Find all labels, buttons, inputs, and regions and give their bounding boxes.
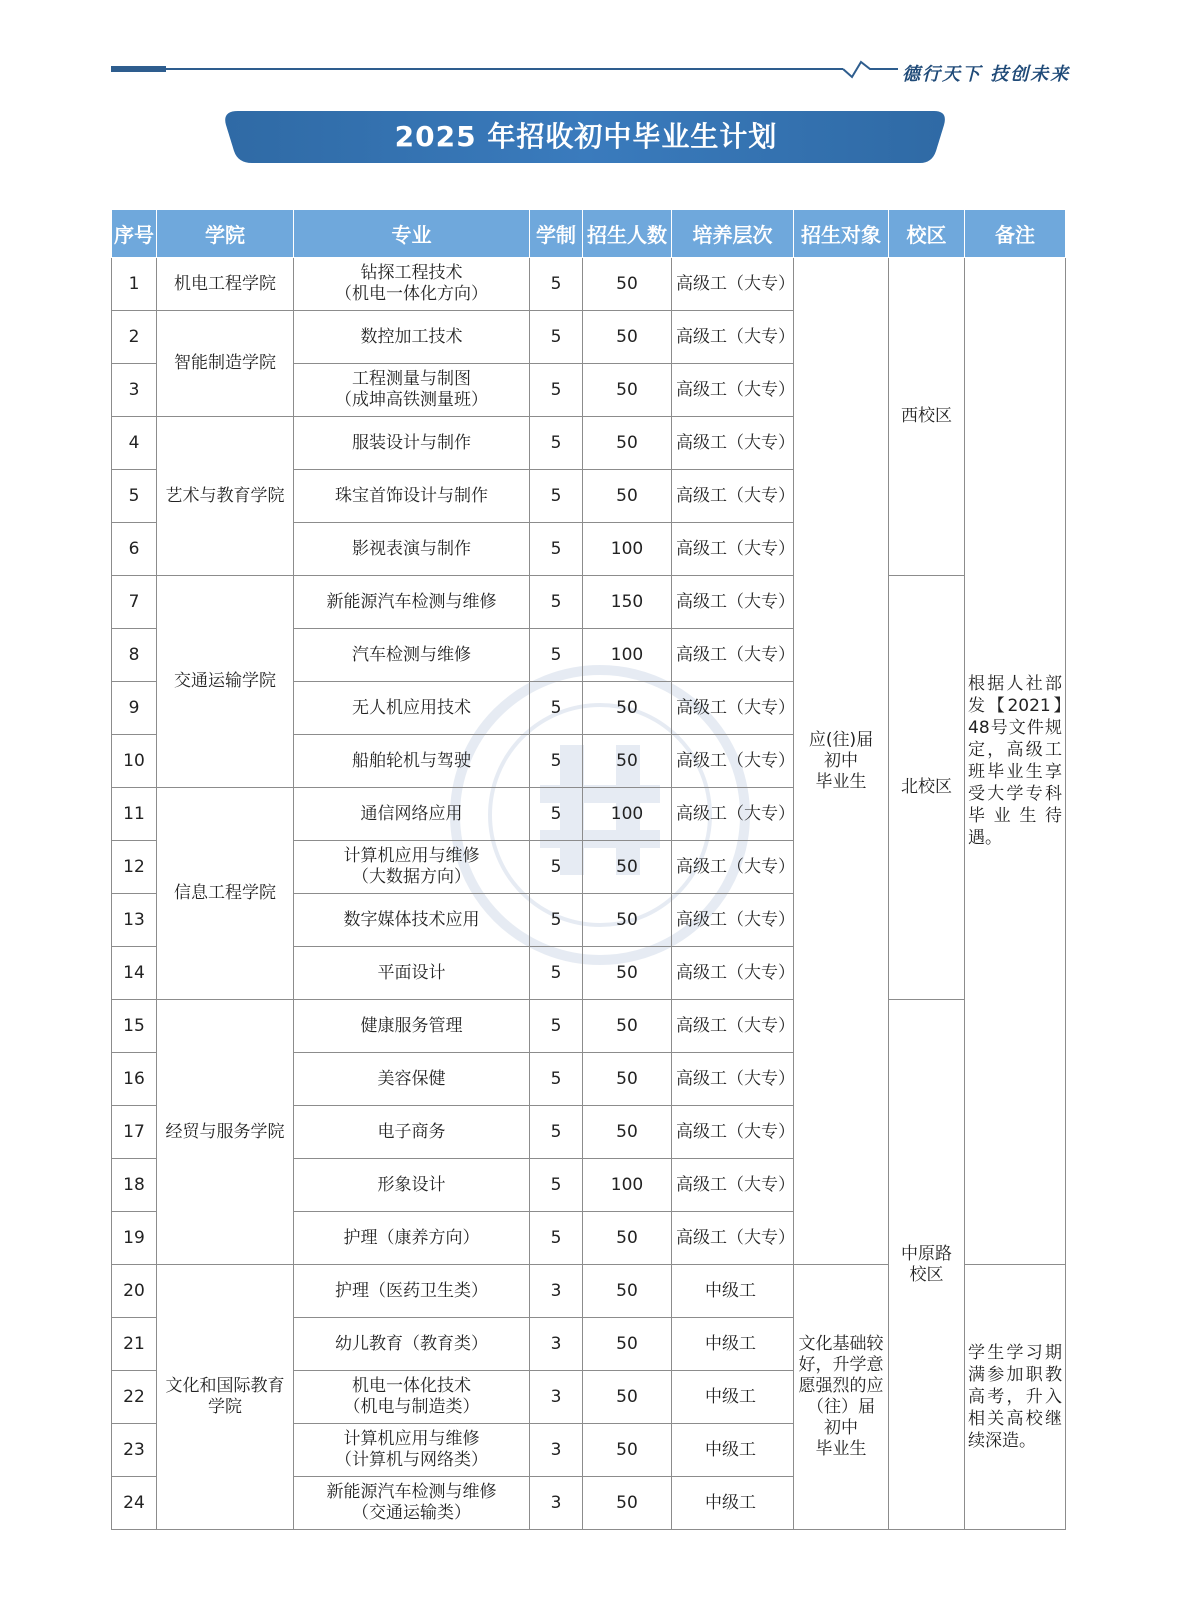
years-cell: 5 (530, 311, 583, 364)
note-cell: 根据人社部发【2021】48号文件规定，高级工班毕业生享受大学专科毕业生待遇。 (965, 258, 1066, 1265)
enrollment-table (111, 209, 1066, 1530)
years-cell: 5 (530, 1159, 583, 1212)
row-number: 3 (112, 364, 157, 417)
major-cell: 护理（医药卫生类） (294, 1265, 530, 1318)
years-cell: 5 (530, 576, 583, 629)
count-cell: 50 (583, 1212, 672, 1265)
count-cell: 50 (583, 894, 672, 947)
major-cell: 新能源汽车检测与维修 （交通运输类） (294, 1477, 530, 1530)
count-cell: 50 (583, 947, 672, 1000)
level-cell: 高级工（大专） (672, 576, 794, 629)
major-cell: 平面设计 (294, 947, 530, 1000)
major-cell: 形象设计 (294, 1159, 530, 1212)
count-cell: 50 (583, 1424, 672, 1477)
major-cell: 船舶轮机与驾驶 (294, 735, 530, 788)
count-cell: 50 (583, 311, 672, 364)
level-cell: 高级工（大专） (672, 364, 794, 417)
years-cell: 5 (530, 258, 583, 311)
table-header-row (112, 210, 1066, 258)
years-cell: 5 (530, 1000, 583, 1053)
row-number: 10 (112, 735, 157, 788)
level-cell: 高级工（大专） (672, 735, 794, 788)
note-cell: 学生学习期满参加职教高考，升入相关高校继续深造。 (965, 1265, 1066, 1530)
level-cell: 高级工（大专） (672, 523, 794, 576)
college-cell: 艺术与教育学院 (157, 417, 294, 576)
row-number: 15 (112, 1000, 157, 1053)
count-cell: 50 (583, 1265, 672, 1318)
major-cell: 美容保健 (294, 1053, 530, 1106)
row-number: 5 (112, 470, 157, 523)
count-cell: 100 (583, 523, 672, 576)
count-cell: 50 (583, 470, 672, 523)
years-cell: 5 (530, 735, 583, 788)
count-cell: 50 (583, 1318, 672, 1371)
count-cell: 50 (583, 1053, 672, 1106)
years-cell: 5 (530, 682, 583, 735)
years-cell: 3 (530, 1424, 583, 1477)
col-header: 招生对象 (794, 210, 889, 258)
level-cell: 高级工（大专） (672, 1000, 794, 1053)
years-cell: 5 (530, 417, 583, 470)
level-cell: 中级工 (672, 1477, 794, 1530)
count-cell: 100 (583, 1159, 672, 1212)
slogan: 德行天下 技创未来 (902, 64, 1071, 85)
col-header: 招生人数 (583, 210, 672, 258)
level-cell: 高级工（大专） (672, 841, 794, 894)
years-cell: 3 (530, 1318, 583, 1371)
major-cell: 服装设计与制作 (294, 417, 530, 470)
campus-cell: 中原路 校区 (889, 1000, 965, 1530)
campus-cell: 北校区 (889, 576, 965, 1000)
table-row (112, 576, 1066, 629)
major-cell: 影视表演与制作 (294, 523, 530, 576)
major-cell: 护理（康养方向） (294, 1212, 530, 1265)
major-cell: 幼儿教育（教育类） (294, 1318, 530, 1371)
years-cell: 5 (530, 1106, 583, 1159)
college-cell: 交通运输学院 (157, 576, 294, 788)
major-cell: 数控加工技术 (294, 311, 530, 364)
level-cell: 高级工（大专） (672, 417, 794, 470)
col-header: 序号 (112, 210, 157, 258)
table-row (112, 258, 1066, 311)
major-cell: 工程测量与制图 （成坤高铁测量班） (294, 364, 530, 417)
count-cell: 50 (583, 682, 672, 735)
col-header: 备注 (965, 210, 1066, 258)
count-cell: 50 (583, 1000, 672, 1053)
col-header: 校区 (889, 210, 965, 258)
col-header: 学院 (157, 210, 294, 258)
college-cell: 文化和国际教育 学院 (157, 1265, 294, 1530)
row-number: 20 (112, 1265, 157, 1318)
college-cell: 信息工程学院 (157, 788, 294, 1000)
count-cell: 100 (583, 629, 672, 682)
row-number: 24 (112, 1477, 157, 1530)
count-cell: 50 (583, 417, 672, 470)
count-cell: 150 (583, 576, 672, 629)
row-number: 22 (112, 1371, 157, 1424)
col-header: 学制 (530, 210, 583, 258)
count-cell: 100 (583, 788, 672, 841)
target-cell: 应(往)届 初中 毕业生 (794, 258, 889, 1265)
major-cell: 珠宝首饰设计与制作 (294, 470, 530, 523)
row-number: 4 (112, 417, 157, 470)
level-cell: 高级工（大专） (672, 947, 794, 1000)
col-header: 专业 (294, 210, 530, 258)
col-header: 培养层次 (672, 210, 794, 258)
level-cell: 高级工（大专） (672, 894, 794, 947)
major-cell: 机电一体化技术 （机电与制造类） (294, 1371, 530, 1424)
years-cell: 5 (530, 523, 583, 576)
title-banner (224, 111, 948, 163)
college-cell: 智能制造学院 (157, 311, 294, 417)
years-cell: 5 (530, 788, 583, 841)
years-cell: 5 (530, 470, 583, 523)
row-number: 16 (112, 1053, 157, 1106)
major-cell: 健康服务管理 (294, 1000, 530, 1053)
row-number: 8 (112, 629, 157, 682)
major-cell: 电子商务 (294, 1106, 530, 1159)
major-cell: 无人机应用技术 (294, 682, 530, 735)
major-cell: 汽车检测与维修 (294, 629, 530, 682)
row-number: 12 (112, 841, 157, 894)
years-cell: 5 (530, 1053, 583, 1106)
target-cell: 文化基础较 好，升学意 愿强烈的应 （往）届 初中 毕业生 (794, 1265, 889, 1530)
years-cell: 5 (530, 1212, 583, 1265)
level-cell: 中级工 (672, 1265, 794, 1318)
level-cell: 中级工 (672, 1371, 794, 1424)
row-number: 17 (112, 1106, 157, 1159)
row-number: 2 (112, 311, 157, 364)
level-cell: 中级工 (672, 1318, 794, 1371)
row-number: 7 (112, 576, 157, 629)
major-cell: 新能源汽车检测与维修 (294, 576, 530, 629)
campus-cell: 西校区 (889, 258, 965, 576)
years-cell: 5 (530, 364, 583, 417)
count-cell: 50 (583, 1371, 672, 1424)
row-number: 21 (112, 1318, 157, 1371)
major-cell: 通信网络应用 (294, 788, 530, 841)
count-cell: 50 (583, 258, 672, 311)
years-cell: 3 (530, 1265, 583, 1318)
years-cell: 5 (530, 947, 583, 1000)
count-cell: 50 (583, 735, 672, 788)
level-cell: 高级工（大专） (672, 311, 794, 364)
college-cell: 经贸与服务学院 (157, 1000, 294, 1265)
level-cell: 高级工（大专） (672, 1159, 794, 1212)
count-cell: 50 (583, 1106, 672, 1159)
major-cell: 钻探工程技术 （机电一体化方向） (294, 258, 530, 311)
row-number: 23 (112, 1424, 157, 1477)
count-cell: 50 (583, 841, 672, 894)
major-cell: 数字媒体技术应用 (294, 894, 530, 947)
level-cell: 高级工（大专） (672, 788, 794, 841)
table-row (112, 1000, 1066, 1053)
years-cell: 5 (530, 841, 583, 894)
college-cell: 机电工程学院 (157, 258, 294, 311)
row-number: 11 (112, 788, 157, 841)
years-cell: 5 (530, 629, 583, 682)
row-number: 6 (112, 523, 157, 576)
row-number: 19 (112, 1212, 157, 1265)
level-cell: 高级工（大专） (672, 470, 794, 523)
row-number: 14 (112, 947, 157, 1000)
page-title: 2025 年招收初中毕业生计划 (394, 120, 778, 153)
level-cell: 高级工（大专） (672, 1212, 794, 1265)
row-number: 18 (112, 1159, 157, 1212)
level-cell: 高级工（大专） (672, 629, 794, 682)
level-cell: 高级工（大专） (672, 1106, 794, 1159)
level-cell: 中级工 (672, 1424, 794, 1477)
years-cell: 3 (530, 1371, 583, 1424)
level-cell: 高级工（大专） (672, 1053, 794, 1106)
level-cell: 高级工（大专） (672, 258, 794, 311)
count-cell: 50 (583, 1477, 672, 1530)
years-cell: 3 (530, 1477, 583, 1530)
row-number: 13 (112, 894, 157, 947)
years-cell: 5 (530, 894, 583, 947)
major-cell: 计算机应用与维修 （大数据方向） (294, 841, 530, 894)
level-cell: 高级工（大专） (672, 682, 794, 735)
count-cell: 50 (583, 364, 672, 417)
major-cell: 计算机应用与维修 （计算机与网络类） (294, 1424, 530, 1477)
row-number: 1 (112, 258, 157, 311)
row-number: 9 (112, 682, 157, 735)
